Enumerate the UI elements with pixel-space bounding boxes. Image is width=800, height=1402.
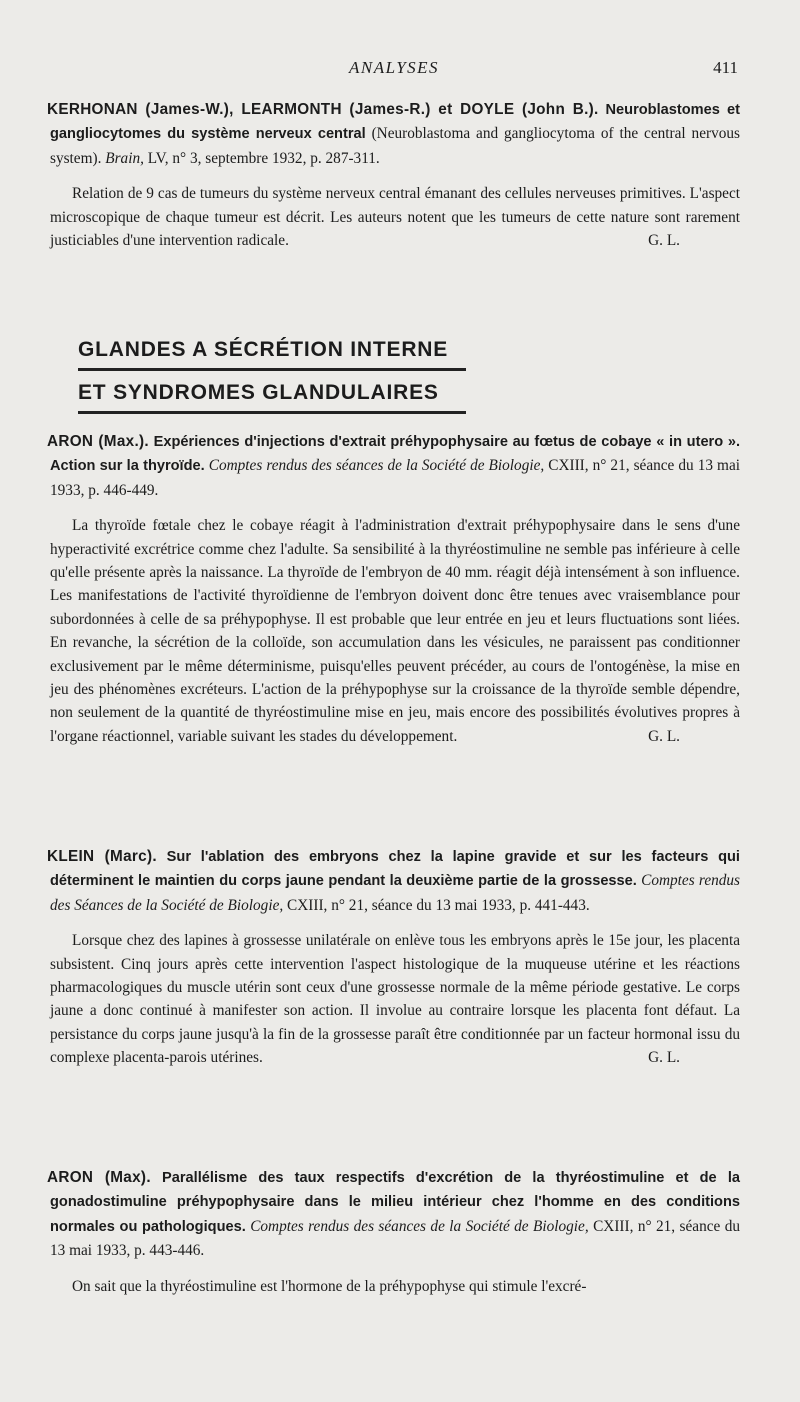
signature: G. L. xyxy=(648,727,680,745)
heading-rule xyxy=(78,368,466,371)
section-heading-line-1: GLANDES A SÉCRÉTION INTERNE xyxy=(78,338,449,361)
abstract-text: Lorsque chez des lapines à grossesse unilatérale on enlève tous les embryons après le 15e jour, les placenta subsistent. Cinq jours après cette intervention l'aspect histologique de la muqueuse utérine et les réactions pharmacologiques du muscle utérin sont ceux d'une grossesse normale de la même période gestative. Le corps jaune a donc continué à manifester son action. Il involue au contraire lorsque les placenta font défaut. La persistance du corps jaune jusqu'à la fin de la grossesse paraît être conditionnée par un facteur hormonal issu du complexe placenta-parois utérines. xyxy=(50,932,740,1067)
entry-translation: (Neuroblastoma and gangliocytoma of the central nervous system). xyxy=(50,125,740,167)
reference xyxy=(47,1166,741,1263)
entry-title: Sur l'ablation des embryons chez la lapine gravide et sur les facteurs qui déterminent le maintien du corps jaune pendant la deuxième partie de la grossesse. xyxy=(50,849,740,890)
entry-authors: ARON (Max). xyxy=(47,1169,151,1186)
signature: G. L. xyxy=(648,232,680,250)
entry-citation: CXIII, n° 21, séance du 13 mai 1933, p. 443-446. xyxy=(50,1217,741,1260)
running-title: ANALYSES xyxy=(348,58,440,77)
abstract-text: La thyroïde fœtale chez le cobaye réagit à l'administration d'extrait préhypophysaire dans le sens d'une hyperactivité excrétrice comme chez l'adulte. Sa sensibilité à la thyréostimuline ne semble pas inférieure à celle qu'elle présente après la naissance. La thyroïde de l'embryon de 40 mm. réagit déjà intensément à son influence. Les manifestations de l'activité thyroïdienne de l'embryon doivent donc être tenues avec vraisemblance pour subordonnées à celle de sa préhypophyse. Il est probable que leur entrée en jeu et leurs fluctuations sont liées. En revanche, la sécrétion de la colloïde, son accumulation dans les vésicules, ne paraissent pas conditionner exclusivement par le même déterminisme, puisqu'elles peuvent précéder, au cours de l'ontogénèse, la mise en jeu des phénomènes excréteurs. L'action de la préhypophyse sur la croissance de la thyroïde semble dépendre, non seulement de la quantité de thyréostimuline mise en jeu, mais encore des possibilités évolutives propres à l'organe réactionnel, variable suivant les stades du développement. xyxy=(50,517,740,745)
entry-aron-1 xyxy=(47,430,740,748)
entry-citation: LV, n° 3, septembre 1932, p. 287-311. xyxy=(143,149,380,167)
entry-journal: Comptes rendus des Séances de la Société de Biologie, xyxy=(50,872,741,914)
signature: G. L. xyxy=(648,1049,680,1067)
entry-klein xyxy=(47,845,741,1070)
section-heading xyxy=(78,336,466,414)
entry-title: Neuroblastomes et gangliocytomes du système nerveux central xyxy=(50,102,740,143)
abstract-text: On sait que la thyréostimuline est l'hormone de la préhypophyse qui stimule l'excré- xyxy=(72,1277,587,1295)
reference xyxy=(47,845,741,917)
entry-kerhonan xyxy=(47,98,740,252)
entry-journal: Comptes rendus des séances de la Société de Biologie, xyxy=(250,1217,589,1235)
reference xyxy=(47,98,740,170)
entry-journal: Brain, xyxy=(105,149,144,167)
entry-abstract xyxy=(50,182,740,252)
entry-abstract xyxy=(50,1275,740,1298)
entry-abstract xyxy=(50,514,740,748)
heading-rule xyxy=(78,411,466,414)
entry-journal: Comptes rendus des séances de la Société de Biologie, xyxy=(208,457,545,475)
entry-abstract xyxy=(50,929,740,1069)
section-heading-line-2: ET SYNDROMES GLANDULAIRES xyxy=(78,381,439,404)
entry-citation: CXIII, n° 21, séance du 13 mai 1933, p. 446-449. xyxy=(50,457,740,499)
entry-authors: KLEIN (Marc). xyxy=(47,848,157,865)
reference xyxy=(47,430,740,502)
abstract-text: Relation de 9 cas de tumeurs du système nerveux central émanant des cellules nerveuses primitives. L'aspect microscopique de chaque tumeur est décrit. Les auteurs notent que les tumeurs de cette nature sont rarement justiciables d'une intervention radicale. xyxy=(50,185,740,250)
entry-title: Expériences d'injections d'extrait préhypophysaire au fœtus de cobaye « in utero ». Action sur la thyroïde. xyxy=(50,434,740,475)
entry-authors: ARON (Max.). xyxy=(47,433,149,450)
entry-title: Parallélisme des taux respectifs d'excrétion de la thyréostimuline et de la gonadostimuline préhypophysaire dans le milieu intérieur chez l'homme en des conditions normales ou pathologiques. xyxy=(50,1170,740,1235)
entry-citation: CXIII, n° 21, séance du 13 mai 1933, p. 441-443. xyxy=(283,896,590,914)
running-head xyxy=(50,58,738,86)
page-number: 411 xyxy=(713,58,738,77)
entry-aron-2 xyxy=(47,1166,741,1298)
entry-authors: KERHONAN (James-W.), LEARMONTH (James-R.) et DOYLE (John B.). xyxy=(47,101,599,118)
